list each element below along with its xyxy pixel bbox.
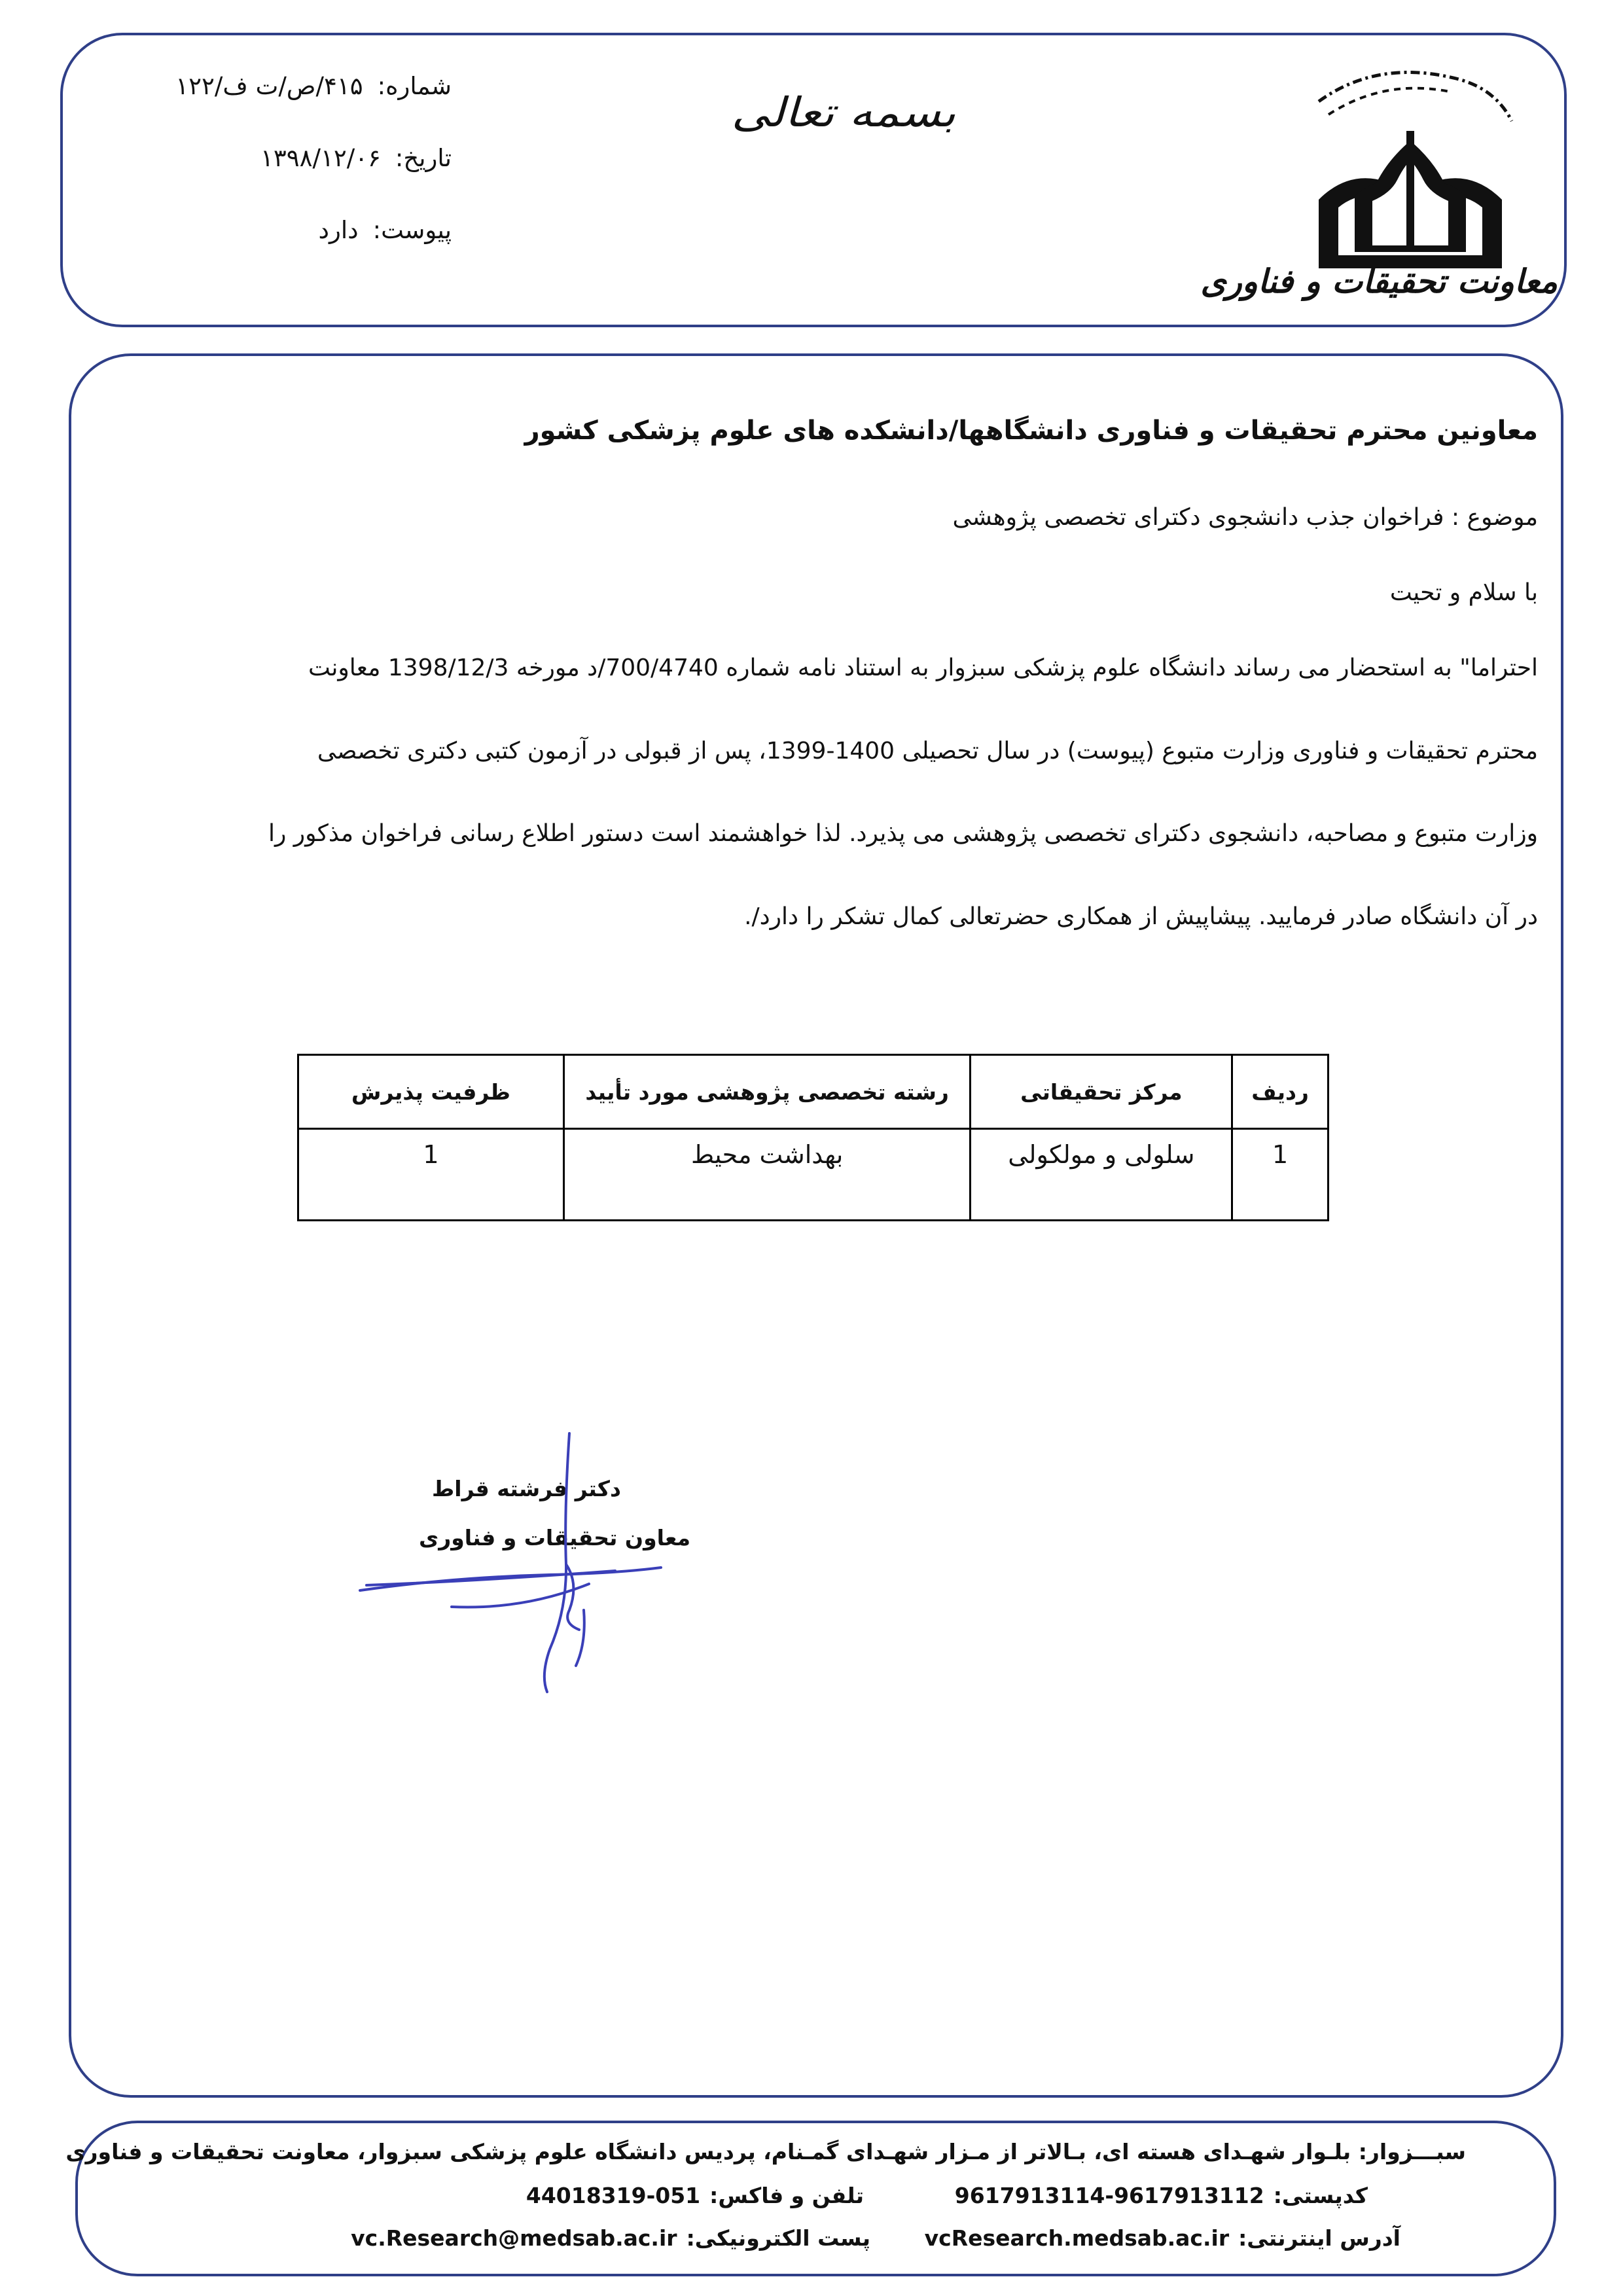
letter-number-label: شماره: bbox=[377, 72, 452, 100]
table-header-row bbox=[298, 1055, 1329, 1129]
footer-postal-label: کدپستی: bbox=[1273, 2183, 1368, 2208]
paragraph-line: احتراما" به استحضار می رساند دانشگاه علوم پزشکی سبزوار به استناد نامه شماره 700/4740/د مورخه 1398/12/3 معاونت bbox=[308, 655, 1538, 681]
table-row bbox=[298, 1129, 1329, 1221]
handwritten-signature bbox=[353, 1414, 694, 1702]
footer-website bbox=[925, 2225, 1400, 2251]
letter-date-value: ۱۳۹۸/۱۲/۰۶ bbox=[260, 144, 381, 172]
footer-email bbox=[351, 2225, 870, 2251]
footer-address: سبـــزوار: بلـوار شهـدای هسته ای، بـالاتر از مـزار شهـدای گمـنام، پردیس دانشگاه علوم پزشکی سبزوار، معاونت تحقیقات و فناوری bbox=[65, 2139, 1466, 2164]
university-emblem-icon bbox=[1299, 62, 1522, 278]
footer-phone bbox=[526, 2183, 864, 2208]
footer-postal-code bbox=[955, 2183, 1368, 2208]
table-header-cell: مرکز تحقیقاتی bbox=[971, 1055, 1232, 1129]
signatory-name: دکتر فرشته قراط bbox=[432, 1476, 621, 1501]
paragraph-line: محترم تحقیقات و فناوری وزارت متبوع (پیوست) در سال تحصیلی 1400-1399، پس از قبولی در آزمون کتبی دکتری تخصصی bbox=[317, 738, 1538, 764]
department-title: معاونت تحقیقات و فناوری bbox=[1200, 262, 1558, 300]
table-header-cell: رشته تخصصی پژوهشی مورد تأیید bbox=[563, 1055, 971, 1129]
letter-body-frame bbox=[69, 353, 1563, 2098]
letter-attachment-label: پیوست: bbox=[372, 216, 452, 244]
greeting: با سلام و تحیت bbox=[1389, 579, 1538, 606]
footer-phone-value: 44018319-051 bbox=[526, 2183, 701, 2208]
footer-postal-value: 9617913114-9617913112 bbox=[954, 2183, 1264, 2208]
table-cell: 1 bbox=[298, 1129, 564, 1221]
footer-phone-label: تلفن و فاکس: bbox=[709, 2183, 864, 2208]
footer-email-label: پست الکترونیکی: bbox=[686, 2225, 870, 2251]
table-cell: 1 bbox=[1232, 1129, 1329, 1221]
footer-email-value: vc.Research@medsab.ac.ir bbox=[351, 2225, 677, 2251]
table-header-cell: ظرفیت پذیرش bbox=[298, 1055, 564, 1129]
table-cell: سلولی و مولکولی bbox=[971, 1129, 1232, 1221]
letter-number bbox=[175, 72, 452, 100]
subject-line: موضوع : فراخوان جذب دانشجوی دکترای تخصصی پژوهشی bbox=[952, 504, 1538, 531]
letter-date bbox=[260, 144, 452, 172]
letter-attachment-value: دارد bbox=[318, 216, 359, 244]
addressee: معاونین محترم تحقیقات و فناوری دانشگاهها/دانشکده های علوم پزشکی کشور bbox=[524, 416, 1538, 446]
table-cell: بهداشت محیط bbox=[563, 1129, 971, 1221]
letter-number-value: ۴۱۵/ص/ت ف/۱۲۲ bbox=[175, 72, 363, 100]
signatory-title: معاون تحقیقات و فناوری bbox=[419, 1525, 691, 1551]
basmala-calligraphy: بسمه تعالی bbox=[731, 88, 956, 136]
letter-attachment bbox=[319, 216, 452, 244]
footer-web-label: آدرس اینترنتی: bbox=[1238, 2225, 1400, 2251]
footer-web-value: vcResearch.medsab.ac.ir bbox=[924, 2225, 1230, 2251]
letter-date-label: تاریخ: bbox=[395, 144, 452, 172]
table-header-cell: ردیف bbox=[1232, 1055, 1329, 1129]
admission-table bbox=[297, 1054, 1329, 1221]
paragraph-line: وزارت متبوع و مصاحبه، دانشجوی دکترای تخصصی پژوهشی می پذیرد. لذا خواهشمند است دستور اطلاع رسانی فراخوان مذکور را bbox=[268, 820, 1538, 847]
paragraph-line: در آن دانشگاه صادر فرمایید. پیشاپیش از همکاری حضرتعالی کمال تشکر را دارد/. bbox=[744, 903, 1538, 930]
